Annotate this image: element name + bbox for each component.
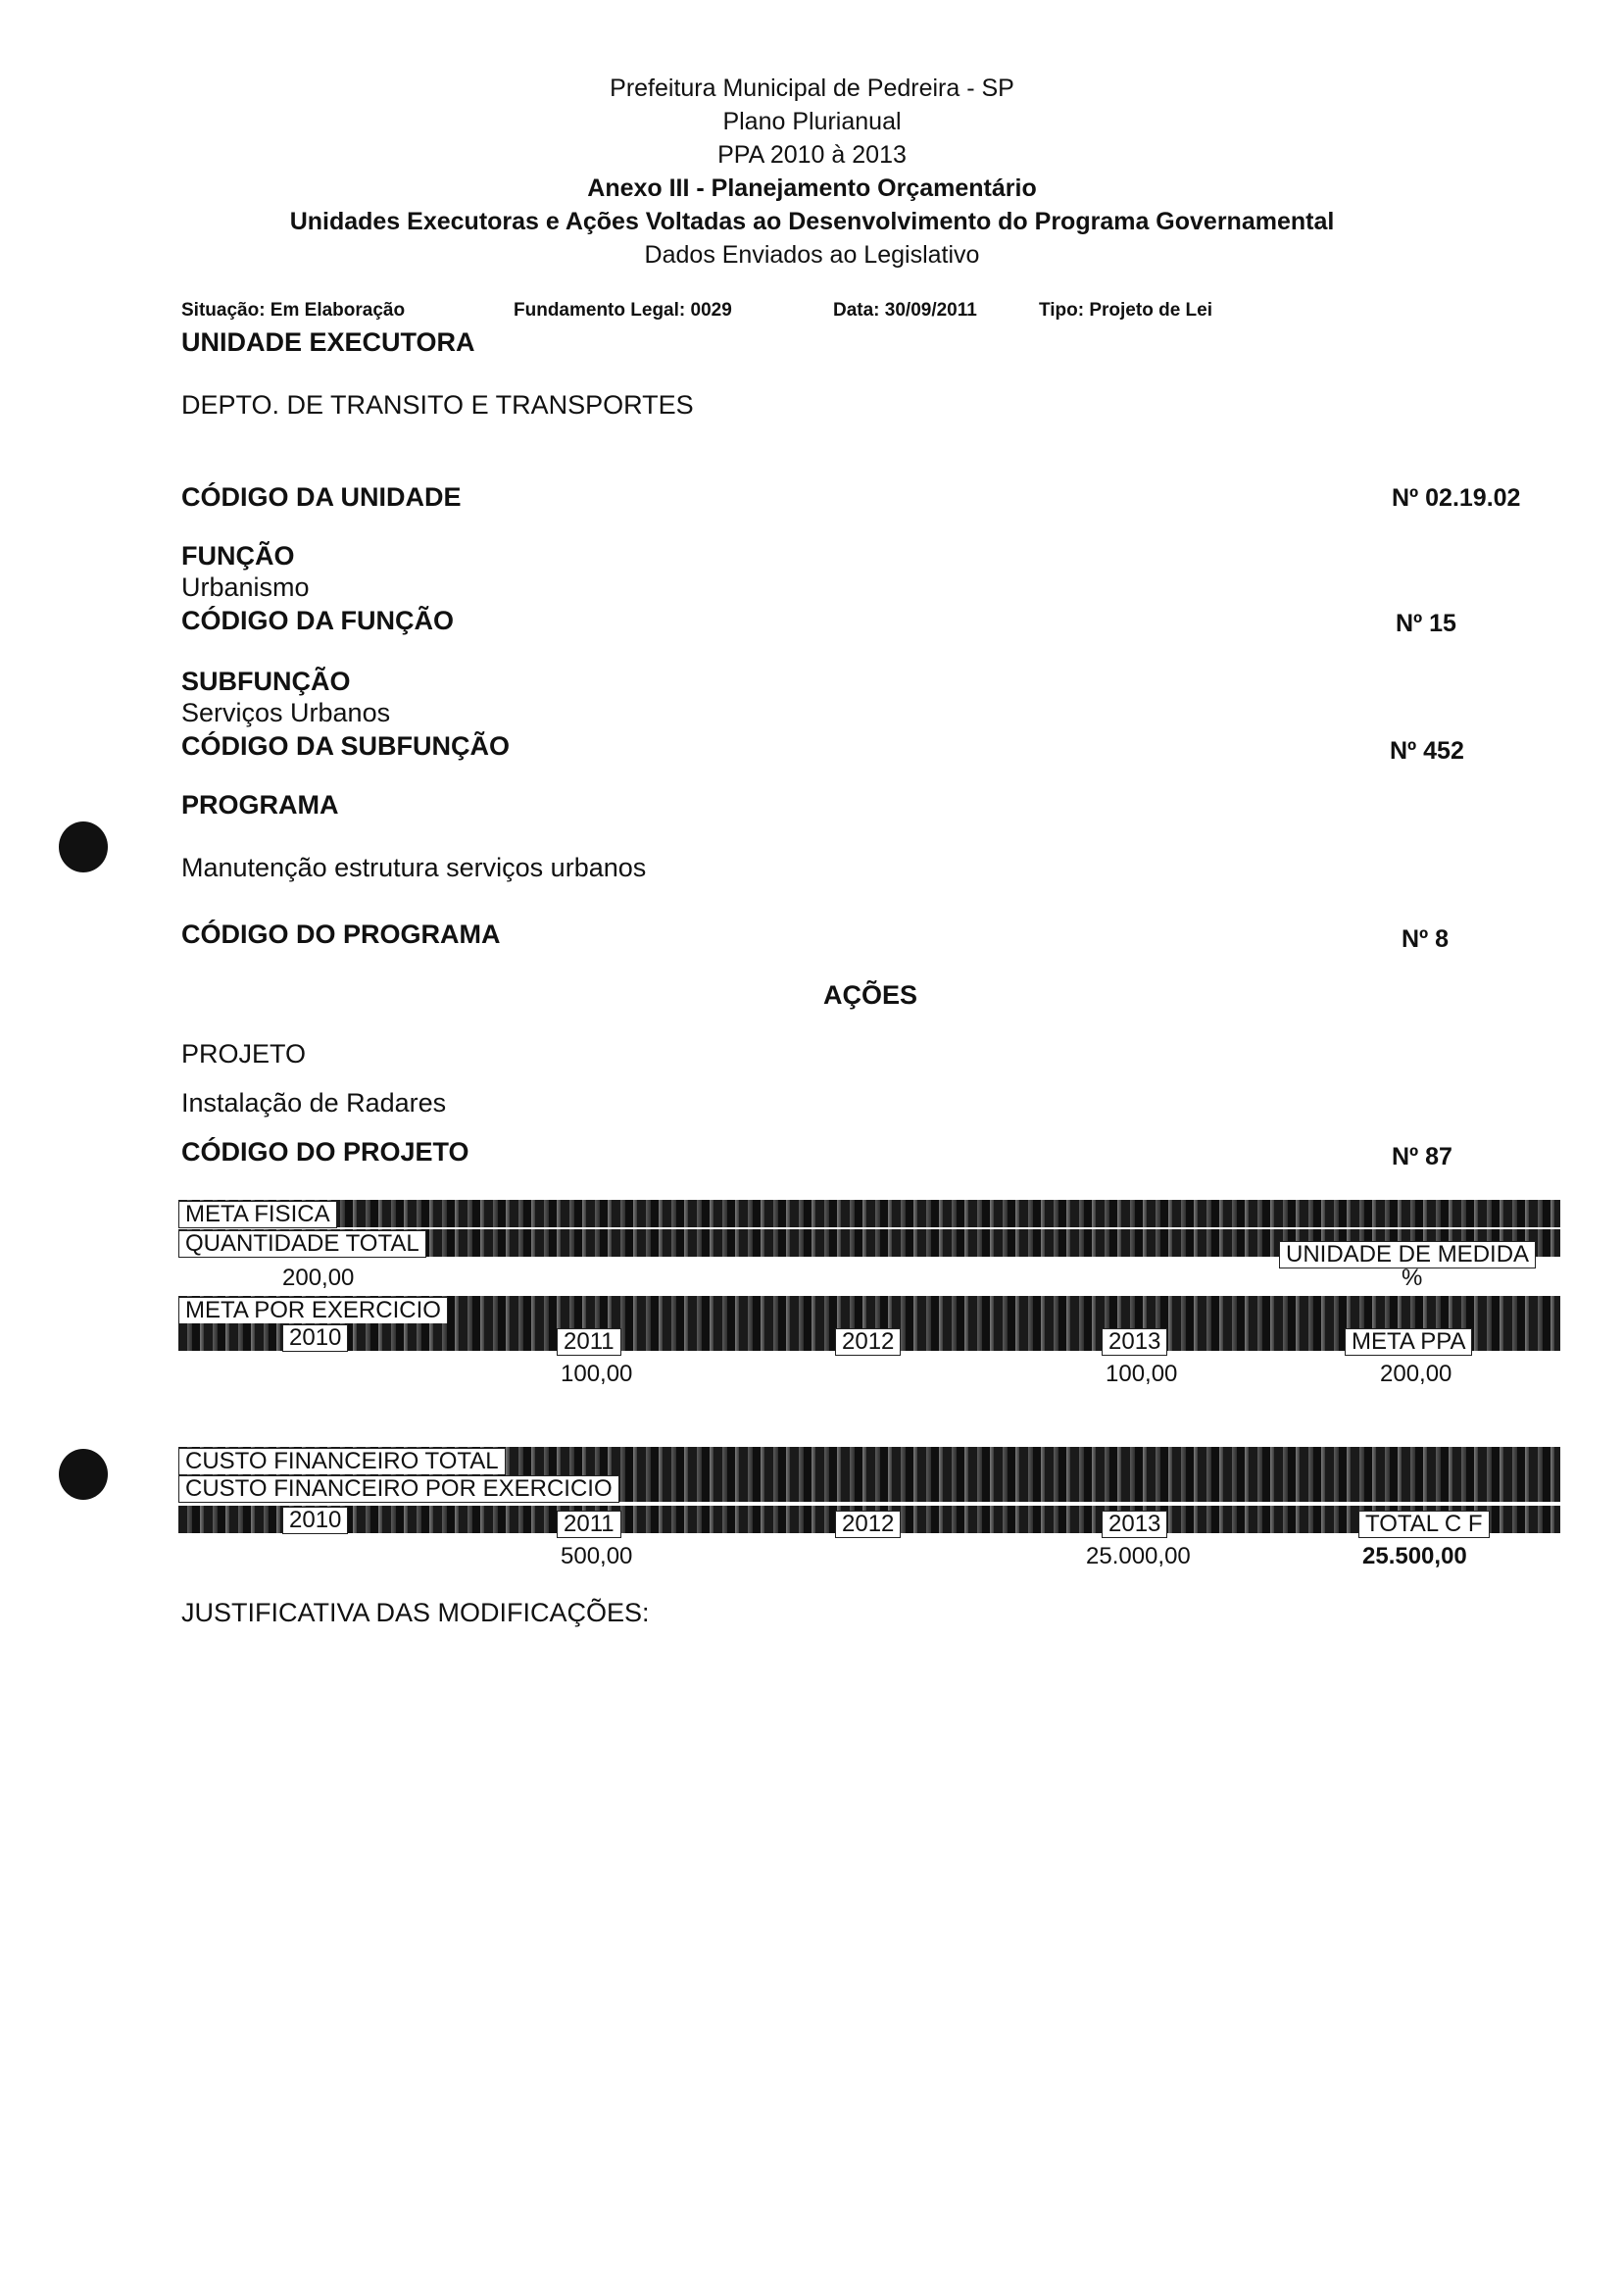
programa-code-label: CÓDIGO DO PROGRAMA [181, 920, 501, 949]
funcao-name: Urbanismo [181, 572, 310, 602]
projeto-code-value: Nº 87 [1392, 1143, 1452, 1170]
projeto-name: Instalação de Radares [181, 1088, 447, 1118]
custo-year-2010: 2010 [282, 1507, 348, 1534]
header-ppa: PPA 2010 à 2013 [717, 141, 907, 169]
custo-value-total: 25.500,00 [1362, 1543, 1467, 1569]
custo-financeiro-total-label: CUSTO FINANCEIRO TOTAL [178, 1448, 506, 1475]
meta-ppa-label: META PPA [1345, 1328, 1472, 1356]
data: Data: 30/09/2011 [833, 300, 977, 321]
funcao-code-label: CÓDIGO DA FUNÇÃO [181, 606, 454, 635]
punch-hole-bottom [59, 1449, 108, 1500]
quantidade-total-label: QUANTIDADE TOTAL [178, 1230, 426, 1258]
tipo: Tipo: Projeto de Lei [1039, 300, 1212, 321]
meta-por-exercicio-label: META POR EXERCICIO [178, 1297, 448, 1324]
custo-value-2013: 25.000,00 [1086, 1543, 1191, 1569]
header-dados: Dados Enviados ao Legislativo [644, 241, 980, 269]
meta-year-2012: 2012 [835, 1328, 901, 1356]
custo-por-exercicio-label: CUSTO FINANCEIRO POR EXERCICIO [178, 1475, 619, 1503]
meta-fisica-band [178, 1200, 1560, 1227]
meta-value-2013: 100,00 [1106, 1361, 1178, 1387]
meta-year-2013: 2013 [1102, 1328, 1167, 1356]
meta-value-ppa: 200,00 [1380, 1361, 1452, 1387]
custo-value-2011: 500,00 [561, 1543, 633, 1569]
meta-fisica-title: META FISICA [178, 1201, 337, 1228]
header-plano: Plano Plurianual [722, 108, 902, 135]
fundamento-legal: Fundamento Legal: 0029 [514, 300, 732, 321]
header-anexo: Anexo III - Planejamento Orçamentário [587, 174, 1037, 202]
unidade-medida-label: UNIDADE DE MEDIDA [1279, 1241, 1536, 1268]
custo-year-2012: 2012 [835, 1511, 901, 1538]
subfuncao-name: Serviços Urbanos [181, 698, 391, 727]
unidade-medida-value: % [1402, 1265, 1423, 1291]
unidade-code-label: CÓDIGO DA UNIDADE [181, 482, 462, 512]
custo-total-cf-label: TOTAL C F [1358, 1511, 1490, 1538]
acoes-heading: AÇÕES [823, 980, 918, 1010]
subfuncao-heading: SUBFUNÇÃO [181, 667, 351, 696]
programa-heading: PROGRAMA [181, 790, 339, 820]
custo-year-2013: 2013 [1102, 1511, 1167, 1538]
meta-year-2010: 2010 [282, 1324, 348, 1352]
meta-value-2011: 100,00 [561, 1361, 633, 1387]
projeto-heading: PROJETO [181, 1039, 307, 1069]
justificativa-label: JUSTIFICATIVA DAS MODIFICAÇÕES: [181, 1598, 650, 1627]
subfuncao-code-label: CÓDIGO DA SUBFUNÇÃO [181, 731, 510, 761]
unidade-code-value: Nº 02.19.02 [1392, 484, 1521, 512]
unidade-name: DEPTO. DE TRANSITO E TRANSPORTES [181, 390, 694, 420]
punch-hole-top [59, 821, 108, 872]
funcao-heading: FUNÇÃO [181, 541, 295, 571]
projeto-code-label: CÓDIGO DO PROJETO [181, 1137, 469, 1167]
subfuncao-code-value: Nº 452 [1390, 737, 1464, 765]
programa-name: Manutenção estrutura serviços urbanos [181, 853, 647, 882]
unidade-heading: UNIDADE EXECUTORA [181, 327, 475, 357]
custo-year-2011: 2011 [557, 1511, 621, 1538]
programa-code-value: Nº 8 [1402, 925, 1450, 953]
quantidade-total-value: 200,00 [282, 1265, 355, 1291]
header-unidades: Unidades Executoras e Ações Voltadas ao Desenvolvimento do Programa Governamental [289, 208, 1335, 235]
meta-year-2011: 2011 [557, 1328, 621, 1356]
funcao-code-value: Nº 15 [1396, 610, 1456, 637]
header-prefeitura: Prefeitura Municipal de Pedreira - SP [610, 75, 1014, 102]
situacao: Situação: Em Elaboração [181, 300, 406, 321]
